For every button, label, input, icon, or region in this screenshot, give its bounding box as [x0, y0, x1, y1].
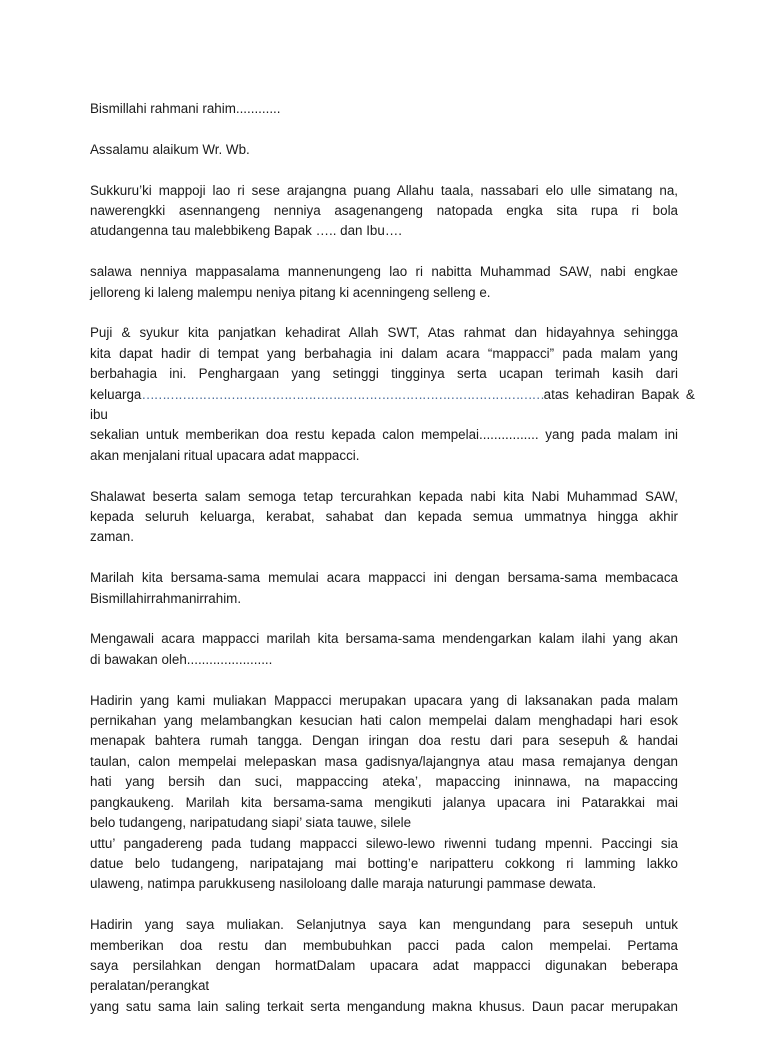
text-line: taulan, calon mempelai melepaskan masa gadisnya/lajangnya atau masa remajanya dengan — [90, 753, 678, 769]
text-line: Marilah kita bersama-sama memulai acara mappacci ini dengan bersama-sama membacaca — [90, 570, 678, 586]
paragraph-mengawali — [90, 629, 678, 670]
text-line: jelloreng ki laleng malempu neniya pitang ki acenningeng selleng e. — [90, 284, 491, 300]
document-page — [90, 99, 695, 1038]
text-line: belo tudangeng, naripatudang siapi’ siata tauwe, silele — [90, 815, 412, 831]
text-line: zaman. — [90, 529, 134, 545]
text-line: ibu — [90, 407, 108, 423]
paragraph-shalawat — [90, 487, 678, 548]
text-line: Shalawat beserta salam semoga tetap tercurahkan kepada nabi kita Nabi Muhammad SAW, — [90, 488, 678, 504]
text-line: kita dapat hadir di tempat yang berbahagia ini dalam acara “mappacci” pada malam yang — [90, 345, 678, 361]
text-line: saya persilahkan dengan hormatDalam upacara adat mappacci digunakan beberapa — [90, 957, 678, 973]
text-line: di bawakan oleh....................... — [90, 651, 273, 667]
text-line: uttu’ pangadereng pada tudang mappacci silewo-lewo riwenni tudang mpenni. Paccingi sia — [90, 835, 678, 851]
text-line: Assalamu alaikum Wr. Wb. — [90, 141, 250, 157]
text-line: menapak bahtera rumah tangga. Dengan iringan doa restu dari para sesepuh & handai — [90, 733, 678, 749]
keluarga-word: keluarga — [90, 386, 142, 402]
text-line: Hadirin yang kami muliakan Mappacci merupakan upacara yang di laksanakan pada malam — [90, 692, 678, 708]
paragraph-puji-syukur — [90, 323, 695, 466]
text-line: Hadirin yang saya muliakan. Selanjutnya saya kan mengundang para sesepuh untuk — [90, 917, 678, 933]
fill-in-dots: ……………………………………………………………………………………… — [141, 386, 544, 402]
text-line: Bismillahirrahmanirrahim. — [90, 590, 242, 606]
text-line: kepada seluruh keluarga, kerabat, sahabat dan kepada semua ummatnya hingga akhir — [90, 509, 678, 525]
text-line: berbahagia ini. Penghargaan yang setinggi tingginya serta ucapan terimah kasih dari — [90, 366, 678, 382]
text-line: hati yang bersih dan suci, mappaccing ateka’, mapaccing ininnawa, na mapaccing — [90, 774, 678, 790]
opening-basmalah — [90, 99, 678, 119]
paragraph-sukkuru — [90, 181, 678, 242]
text-line: salawa nenniya mappasalama mannenungeng lao ri nabitta Muhammad SAW, nabi engkae — [90, 264, 678, 280]
keluarga-after: atas kehadiran Bapak & — [543, 386, 695, 402]
text-line: sekalian untuk memberikan doa restu kepada calon mempelai................ yang pada malam ini — [90, 427, 678, 443]
text-line: pernikahan yang melambangkan kesucian hati calon mempelai dalam menghadapi hari esok — [90, 713, 678, 729]
text-line-keluarga — [90, 385, 695, 405]
text-line: memberikan doa restu dan membubuhkan pacci pada calon mempelai. Pertama — [90, 937, 678, 953]
paragraph-hadirin-sesepuh — [90, 915, 678, 1017]
text-line: akan menjalani ritual upacara adat mappacci. — [90, 447, 360, 463]
text-line: datue belo tudangeng, naripatajang mai botting’e naripatteru cokkong ri lamming lakko — [90, 855, 678, 871]
paragraph-hadirin-mappacci — [90, 691, 678, 895]
paragraph-salawa — [90, 262, 678, 303]
text-line: Sukkuru’ki mappoji lao ri sese arajangna puang Allahu taala, nassabari elo ulle simatang na, — [90, 182, 678, 198]
text-line: yang satu sama lain saling terkait serta mengandung makna khusus. Daun pacar merupakan — [90, 998, 678, 1014]
text-line: nawerengkki asennangeng nenniya asagenangeng natopada engka sita rupa ri bola — [90, 203, 678, 218]
text-line: atudangenna tau malebbikeng Bapak ….. dan Ibu…. — [90, 223, 402, 239]
text-line: peralatan/perangkat — [90, 978, 210, 994]
text-line: pangkaukeng. Marilah kita bersama-sama mengikuti jalanya upacara ini Patarakkai mai — [90, 794, 678, 810]
text-line: ulaweng, natimpa parukkuseng nasiloloang dalle maraja naturungi pammase dewata. — [90, 876, 597, 892]
text-line: Puji & syukur kita panjatkan kehadirat Allah SWT, Atas rahmat dan hidayahnya sehingga — [90, 325, 678, 341]
paragraph-marilah — [90, 568, 678, 609]
text-line: Mengawali acara mappacci marilah kita bersama-sama mendengarkan kalam ilahi yang akan — [90, 631, 678, 647]
text-line: Bismillahi rahmani rahim............ — [90, 101, 281, 116]
greeting — [90, 140, 678, 160]
